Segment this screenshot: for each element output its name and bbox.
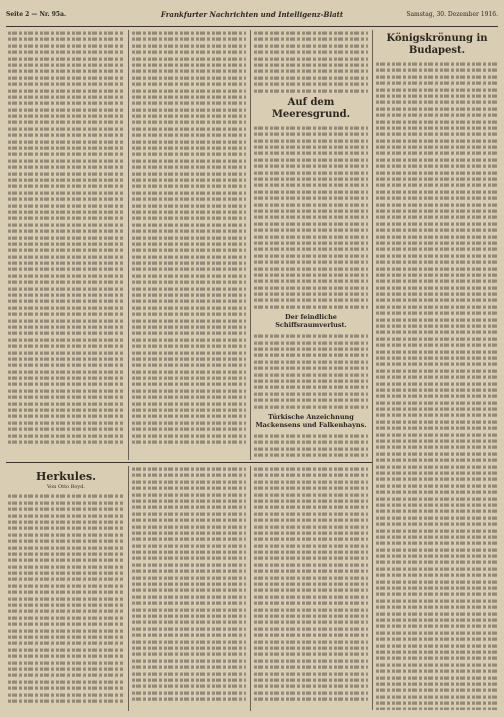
feuilleton-author: Von Otto Boyd. [47,484,85,490]
headline-koenigskroenung: Königskrönung in Budapest. [386,33,488,56]
column-rule [250,466,251,711]
page-header [6,4,498,27]
feuilleton-rule [6,462,372,463]
text-column-3 [254,30,368,458]
page-number: Seite 2 — Nr. 95a. [6,11,67,18]
feuilleton-column-1 [8,466,124,711]
issue-date: Samstag, 30. Dezember 1916. [406,11,498,18]
feuilleton-column-3 [254,466,368,711]
text-column-4 [376,30,498,710]
feuilleton-column-2 [132,466,246,711]
column-rule [128,30,129,460]
headline-meeresgrund: Auf dem Meeresgrund. [271,96,351,120]
column-rule [128,466,129,711]
feuilleton-title: Herkules. [35,470,96,483]
text-column-2 [132,30,246,458]
column-rule [372,30,373,710]
headline-schiffsraum: Der feindliche Schiffsraumverlust. [275,313,347,330]
newspaper-title: Frankfurter Nachrichten und Intelligenz-Blatt [160,10,344,19]
column-rule [250,30,251,460]
headline-tuerkische: Türkische Anzeichnung Mackensens und Falkenhayns. [255,412,367,429]
text-column-1 [8,30,124,458]
